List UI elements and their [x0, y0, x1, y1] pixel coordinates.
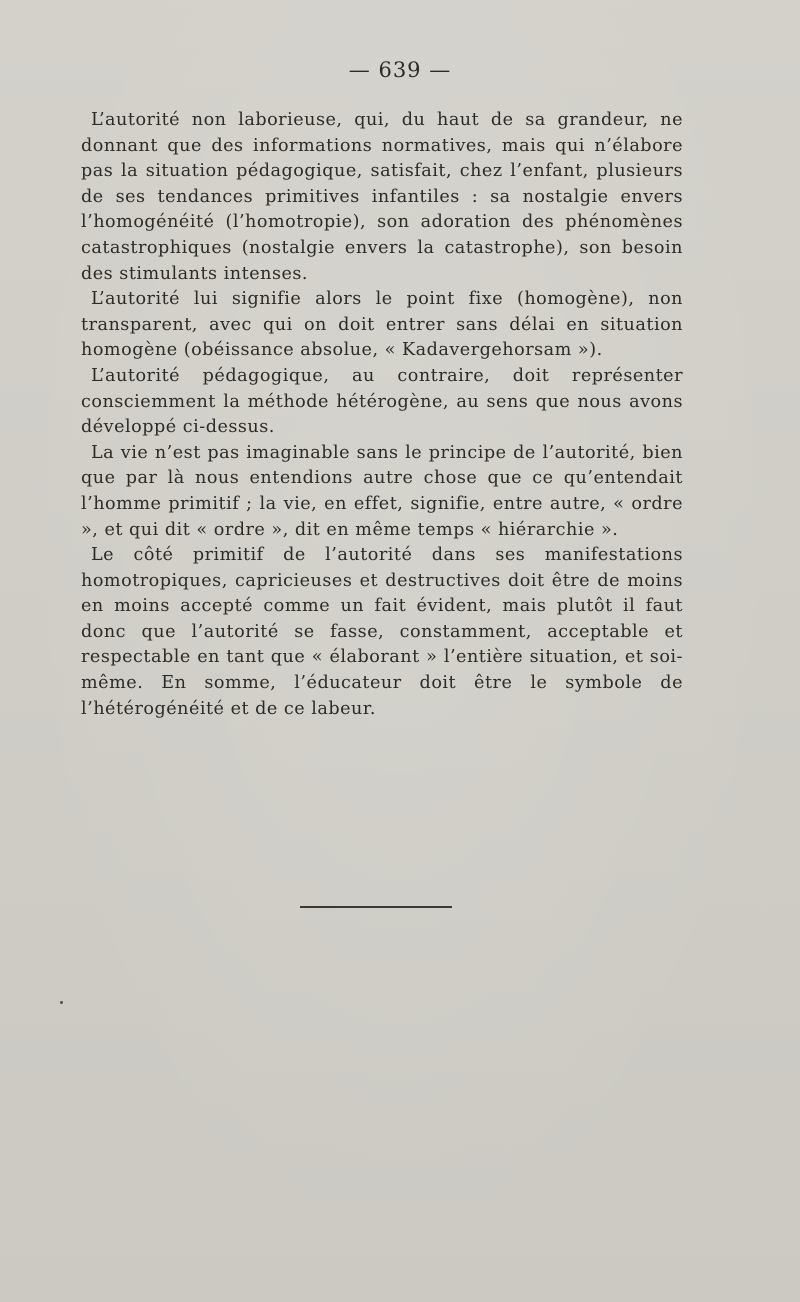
page-number: — 639 —	[348, 58, 452, 82]
body-text	[81, 108, 683, 722]
paragraph-1: L’autorité non laborieuse, qui, du haut de sa grandeur, ne donnant que des informations normatives, mais qui n’élabore pas la situation pédagogique, satisfait, chez l’enfant, plusieurs de ses tendances primitives infantiles : sa nostalgie envers l’homogénéité (l’homotropie), son adoration des phénomènes catastrophiques (nostalgie envers la catastrophe), son besoin des stimulants intenses.	[81, 110, 683, 284]
paper-speck	[60, 1001, 63, 1004]
paragraph-2: L’autorité lui signifie alors le point fixe (homogène), non transparent, avec qui on doit entrer sans délai en situation homogène (obéissance absolue, « Kadavergehorsam »).	[81, 289, 683, 361]
paragraph-3: L’autorité pédagogique, au contraire, doit représenter consciemment la méthode hétérogène, au sens que nous avons développé ci-dessus.	[81, 365, 683, 438]
section-end-rule	[300, 906, 452, 908]
paragraph-4: La vie n’est pas imaginable sans le principe de l’autorité, bien que par là nous entendions autre chose que ce qu’entendait l’homme primitif ; la vie, en effet, signifie, entre autre, « ordre », et qui dit « ordre », dit en même temps « hiérarchie ».	[81, 442, 683, 540]
paragraph-5: Le côté primitif de l’autorité dans ses manifestations homotropiques, capricieuses et destructives doit être de moins en moins accepté comme un fait évident, mais plutôt il faut donc que l’autorité se fasse, constamment, acceptable et respectable en tant que « élaborant » l’entière situation, et soi-même. En somme, l’éducateur doit être le symbole de l’hétérogénéité et de ce labeur.	[81, 545, 683, 719]
